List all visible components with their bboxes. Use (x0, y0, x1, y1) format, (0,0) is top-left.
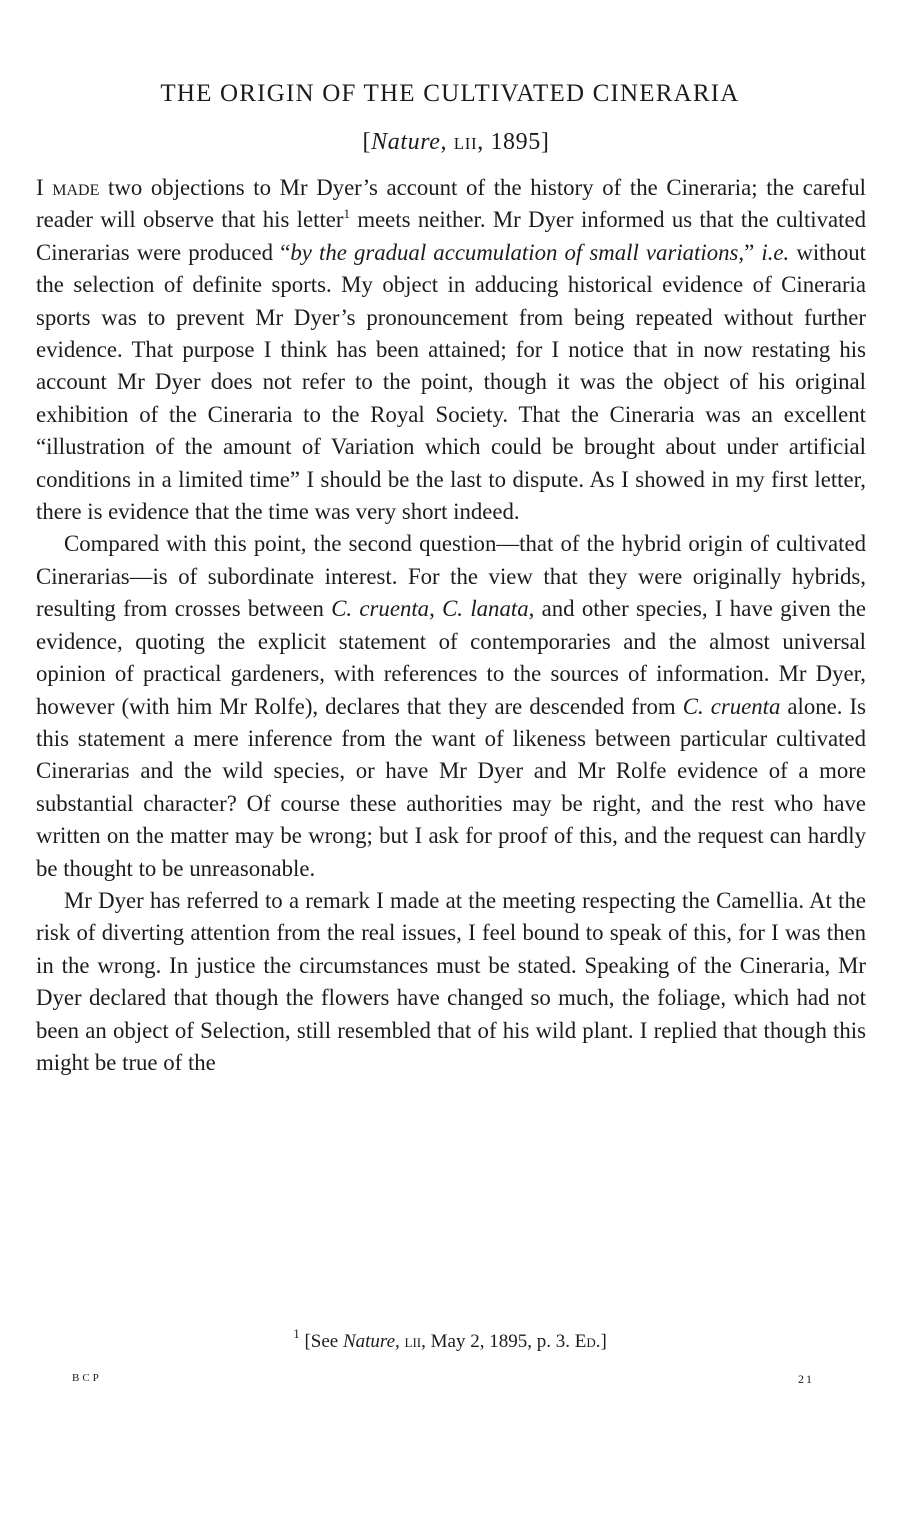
paragraph-1-text-b: meets neither. Mr Dyer informed us that the cultivated Cinerarias were produced “ (36, 207, 866, 265)
paragraph-2 (36, 528, 866, 884)
source-volume: lii, (453, 129, 484, 155)
paragraph-1 (36, 172, 866, 528)
quoted-phrase: by the gradual accumulation of small variations, (290, 239, 745, 265)
source-bracket-open: [ (362, 129, 372, 155)
source-year: 1895] (490, 129, 550, 155)
footnote-marker: 1 (293, 1326, 300, 1341)
footnote (0, 1326, 900, 1355)
footnote-close: ] (600, 1331, 607, 1352)
footnote-journal: Nature, (342, 1331, 400, 1352)
opening-small-caps: made (52, 175, 100, 200)
source-journal: Nature, (371, 129, 448, 155)
ie-abbreviation: i.e. (761, 239, 790, 265)
footnote-open: [See (299, 1331, 343, 1352)
printer-signature: BCP (72, 1372, 102, 1384)
footnote-editor: Ed. (574, 1331, 601, 1352)
footnote-details: May 2, 1895, p. 3. (425, 1331, 575, 1352)
species-name: C. cruenta (682, 693, 781, 719)
article-body (36, 172, 866, 1079)
page-title: THE ORIGIN OF THE CULTIVATED CINERARIA (160, 80, 740, 107)
paragraph-1-text-a: two objections to Mr Dyer’s account of the history of the Cineraria; the careful reader will observe that his letter (36, 175, 866, 233)
source-citation (0, 124, 900, 160)
species-names: C. cruenta, C. lanata, (331, 596, 535, 622)
paragraph-2-text-c: alone. Is this statement a mere inference from the want of likeness between particular cultivated Cinerarias and the wild species, or have Mr Dyer and Mr Rolfe evidence of a more substantial character? Of course these authorities may be right, and the rest who have written on the matter may be wrong; but I ask for proof of this, and the request can hardly be thought to be unreasonable. (36, 693, 866, 881)
paragraph-3: Mr Dyer has referred to a remark I made at the meeting respecting the Camellia. At the risk of diverting attention from the real issues, I feel bound to speak of this, for I was then in the wrong. In justice the circumstances must be stated. Speaking of the Cineraria, Mr Dyer declared that though the flowers have changed so much, the foliage, which had not been an object of Selection, still resembled that of his wild plant. I replied that though this might be true of the (36, 887, 866, 1075)
closing-quote: ” (744, 239, 762, 265)
paragraph-1-text-c: without the selection of definite sports. My object in adducing historical evidence of Cineraria sports was to prevent Mr Dyer’s pronouncement from being repeated without further evidence. That purpose I think has been attained; for I notice that in now restating his account Mr Dyer does not refer to the point, though it was the object of his original exhibition of the Cineraria to the Royal Society. That the Cineraria was an excellent “illustration of the amount of Variation which could be brought about under artificial conditions in a limited time” I should be the last to dispute. As I showed in my first letter, there is evidence that the time was very short indeed. (36, 239, 867, 525)
footnote-reference: 1 (343, 206, 351, 222)
page-number: 21 (798, 1372, 814, 1386)
footnote-volume: lii, (404, 1331, 426, 1352)
drop-word: I (36, 175, 44, 200)
paragraph-2-text-a: Compared with this point, the second question—that of the hybrid origin of cultivated Cinerarias—is of subordinate interest. For the view that they were originally hybrids, resulting from crosses between (36, 531, 866, 622)
paragraph-2-text-b: and other species, I have given the evidence, quoting the explicit statement of contemporaries and the almost universal opinion of practical gardeners, with references to the sources of information. Mr Dyer, however (with him Mr Rolfe), declares that they are descended from (36, 596, 866, 719)
